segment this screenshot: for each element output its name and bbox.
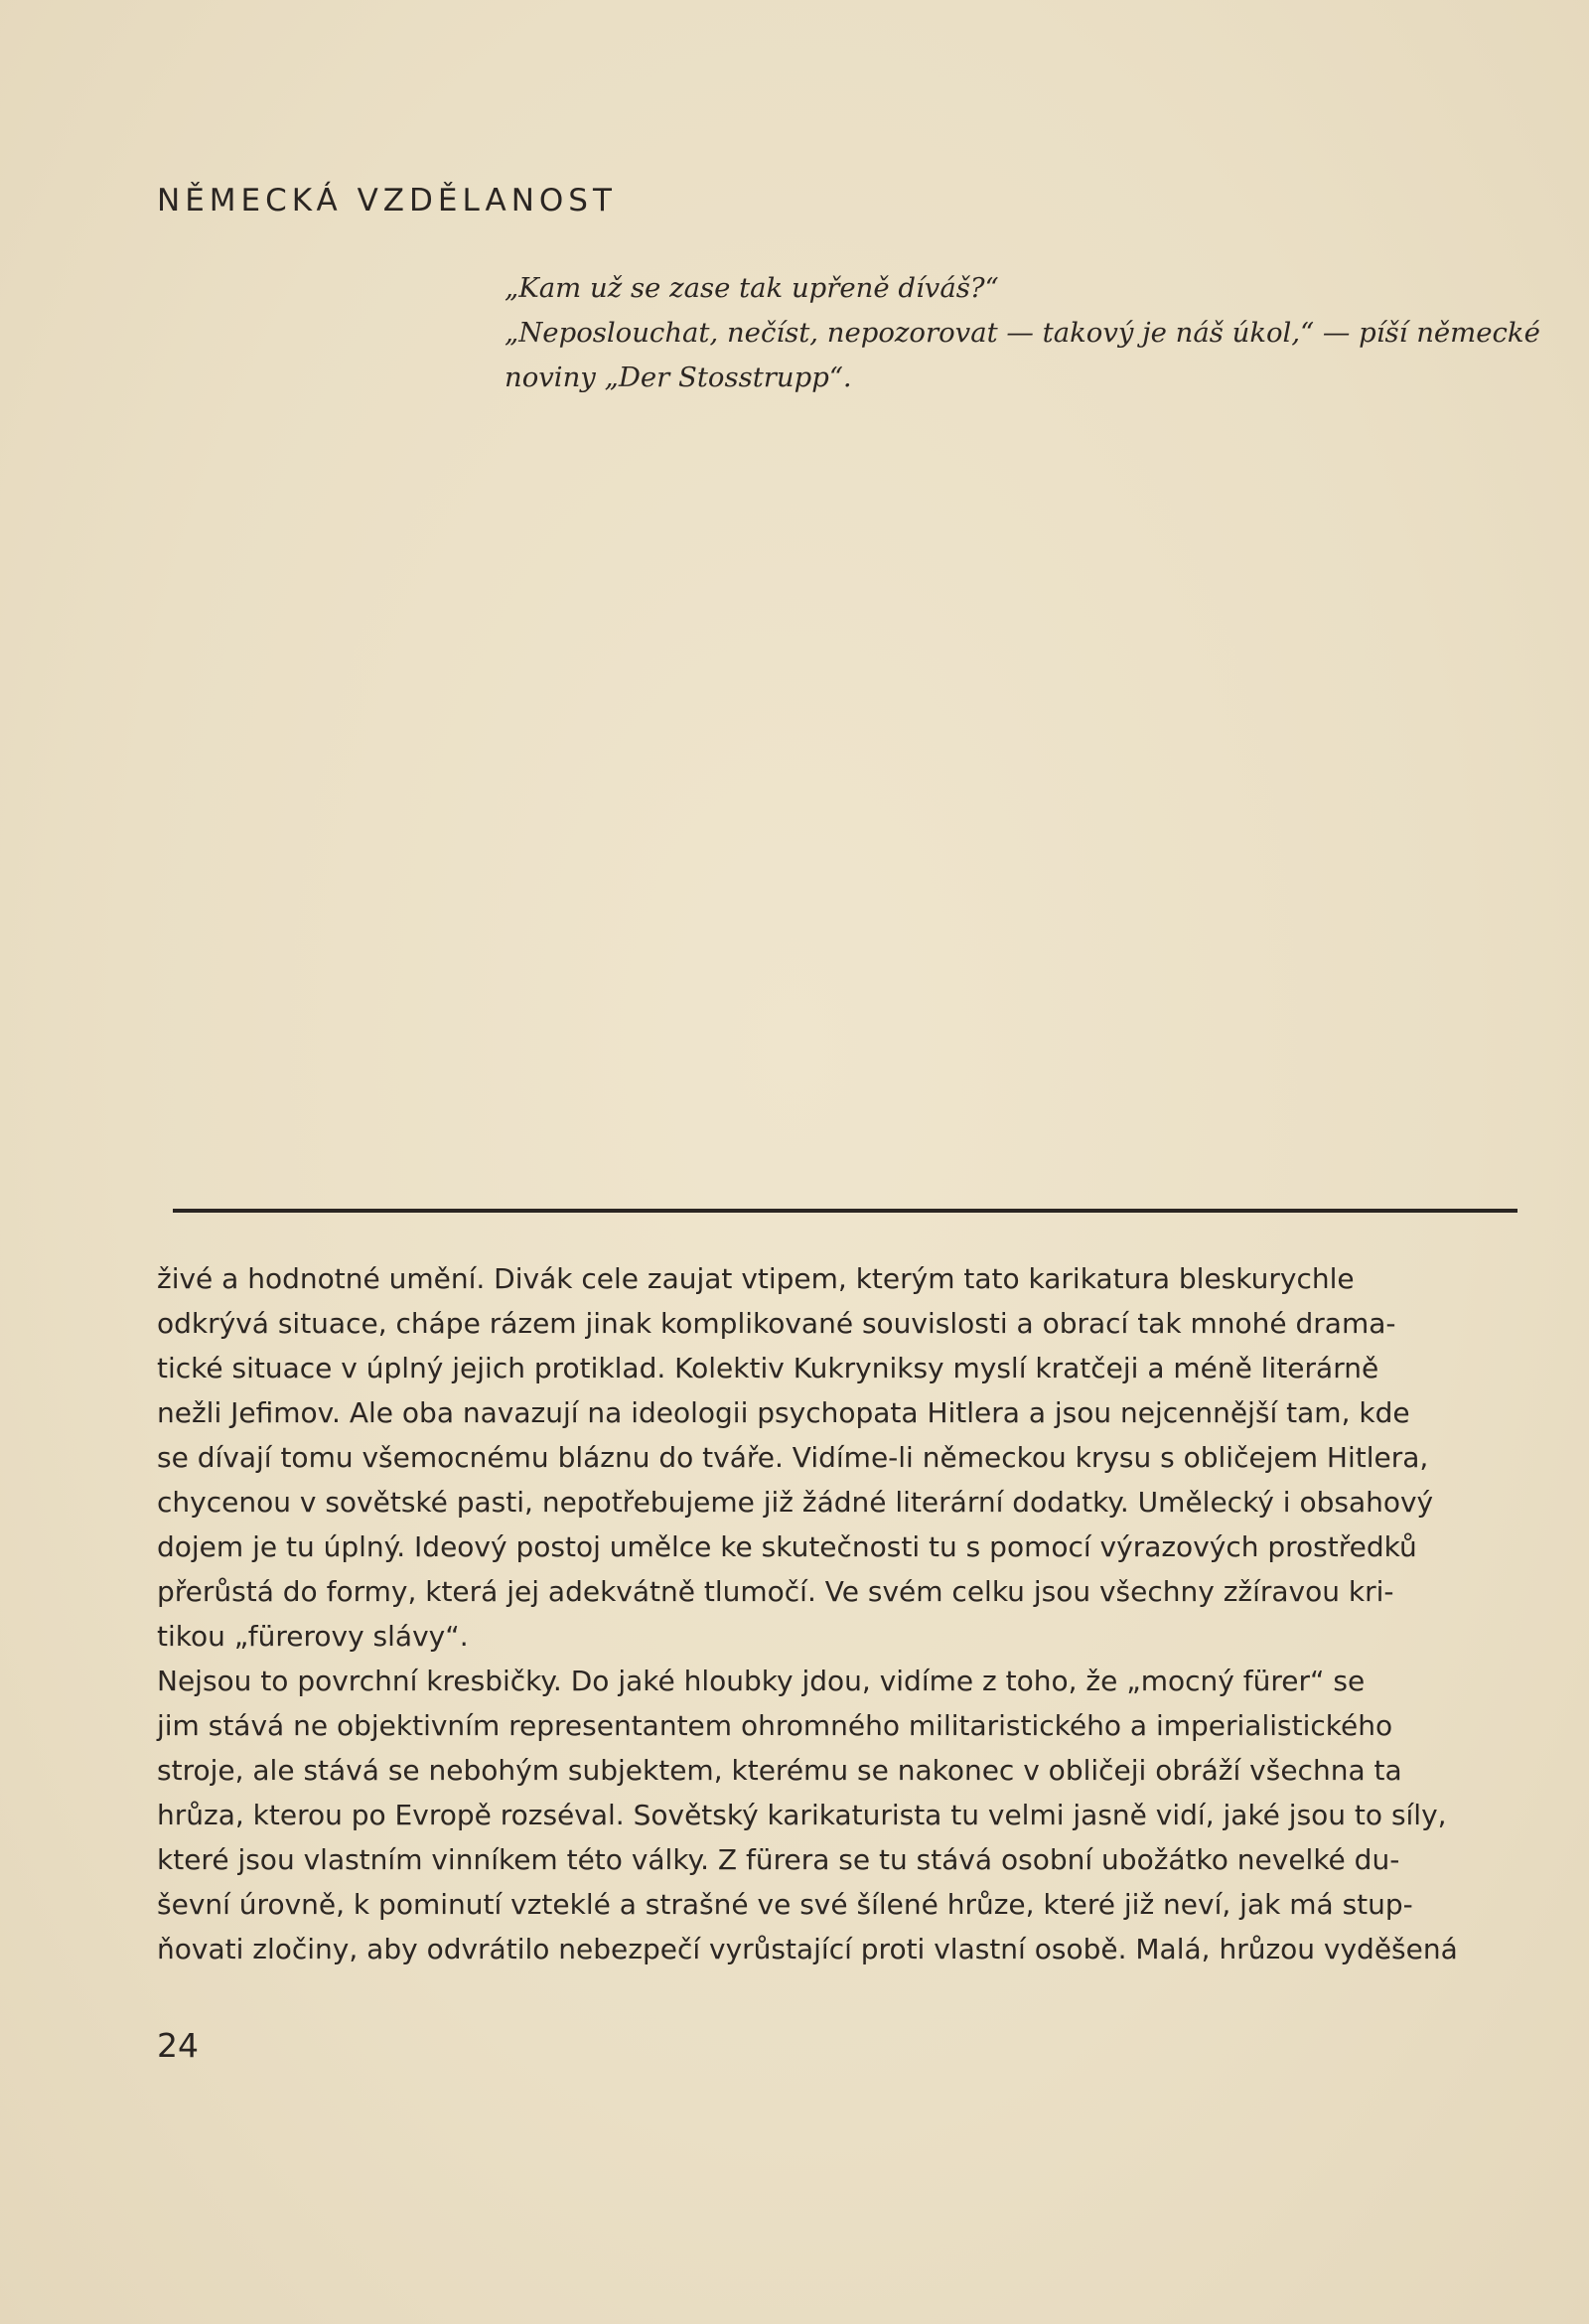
text-line: tikou „fürerovy slávy“. [157,1620,469,1653]
horizontal-divider [173,1209,1517,1213]
text-line: dojem je tu úplný. Ideový postoj umělce ke skutečnosti tu s pomocí výrazových prostředků [157,1530,1417,1563]
text-line: se dívají tomu všemocnému bláznu do tváře. Vidíme-li německou krysu s obličejem Hitlera, [157,1441,1429,1474]
illustration-caption [505,266,1540,400]
body-paragraphs [157,1256,1517,1971]
text-line: přerůstá do formy, která jej adekvátně tlumočí. Ve svém celku jsou všechny zžíravou kri- [157,1575,1394,1608]
page-number: 24 [157,2026,199,2065]
text-line: ňovati zločiny, aby odvrátilo nebezpečí vyrůstající proti vlastní osobě. Malá, hrůzou vyděšená [157,1933,1458,1965]
caption-line: „Kam už se zase tak upřeně díváš?“ [505,272,999,304]
text-line: chycenou v sovětské pasti, nepotřebujeme již žádné literární dodatky. Umělecký i obsahový [157,1486,1434,1519]
text-line: jim stává ne objektivním representantem ohromného militaristického a imperialistického [157,1709,1393,1742]
text-line: nežli Jefimov. Ale oba navazují na ideologii psychopata Hitlera a jsou nejcennější tam, kde [157,1396,1410,1429]
text-line: které jsou vlastním vinníkem této války. Z fürera se tu stává osobní ubožátko nevelké du- [157,1843,1400,1876]
text-line: hrůza, kterou po Evropě rozséval. Sovětský karikaturista tu velmi jasně vidí, jaké jsou to síly, [157,1799,1447,1831]
caption-line: noviny „Der Stosstrupp“. [505,362,852,393]
text-line: živé a hodnotné umění. Divák cele zaujat vtipem, kterým tato karikatura bleskurychle [157,1262,1355,1295]
text-line: stroje, ale stává se nebohým subjektem, kterému se nakonec v obličeji obráží všechna ta [157,1754,1402,1787]
chapter-heading: NĚMECKÁ VZDĚLANOST [157,183,617,218]
text-line: Nejsou to povrchní kresbičky. Do jaké hloubky jdou, vidíme z toho, že „mocný fürer“ se [157,1665,1366,1697]
text-line: tické situace v úplný jejich protiklad. Kolektiv Kukryniksy myslí kratčeji a méně literárně [157,1352,1379,1384]
caption-line: „Neposlouchat, nečíst, nepozorovat — takový je náš úkol,“ — píší německé [505,317,1540,349]
text-line: ševní úrovně, k pominutí vzteklé a strašné ve své šílené hrůze, které již neví, jak má stup- [157,1888,1413,1921]
text-line: odkrývá situace, chápe rázem jinak komplikované souvislosti a obrací tak mnohé drama- [157,1307,1396,1340]
